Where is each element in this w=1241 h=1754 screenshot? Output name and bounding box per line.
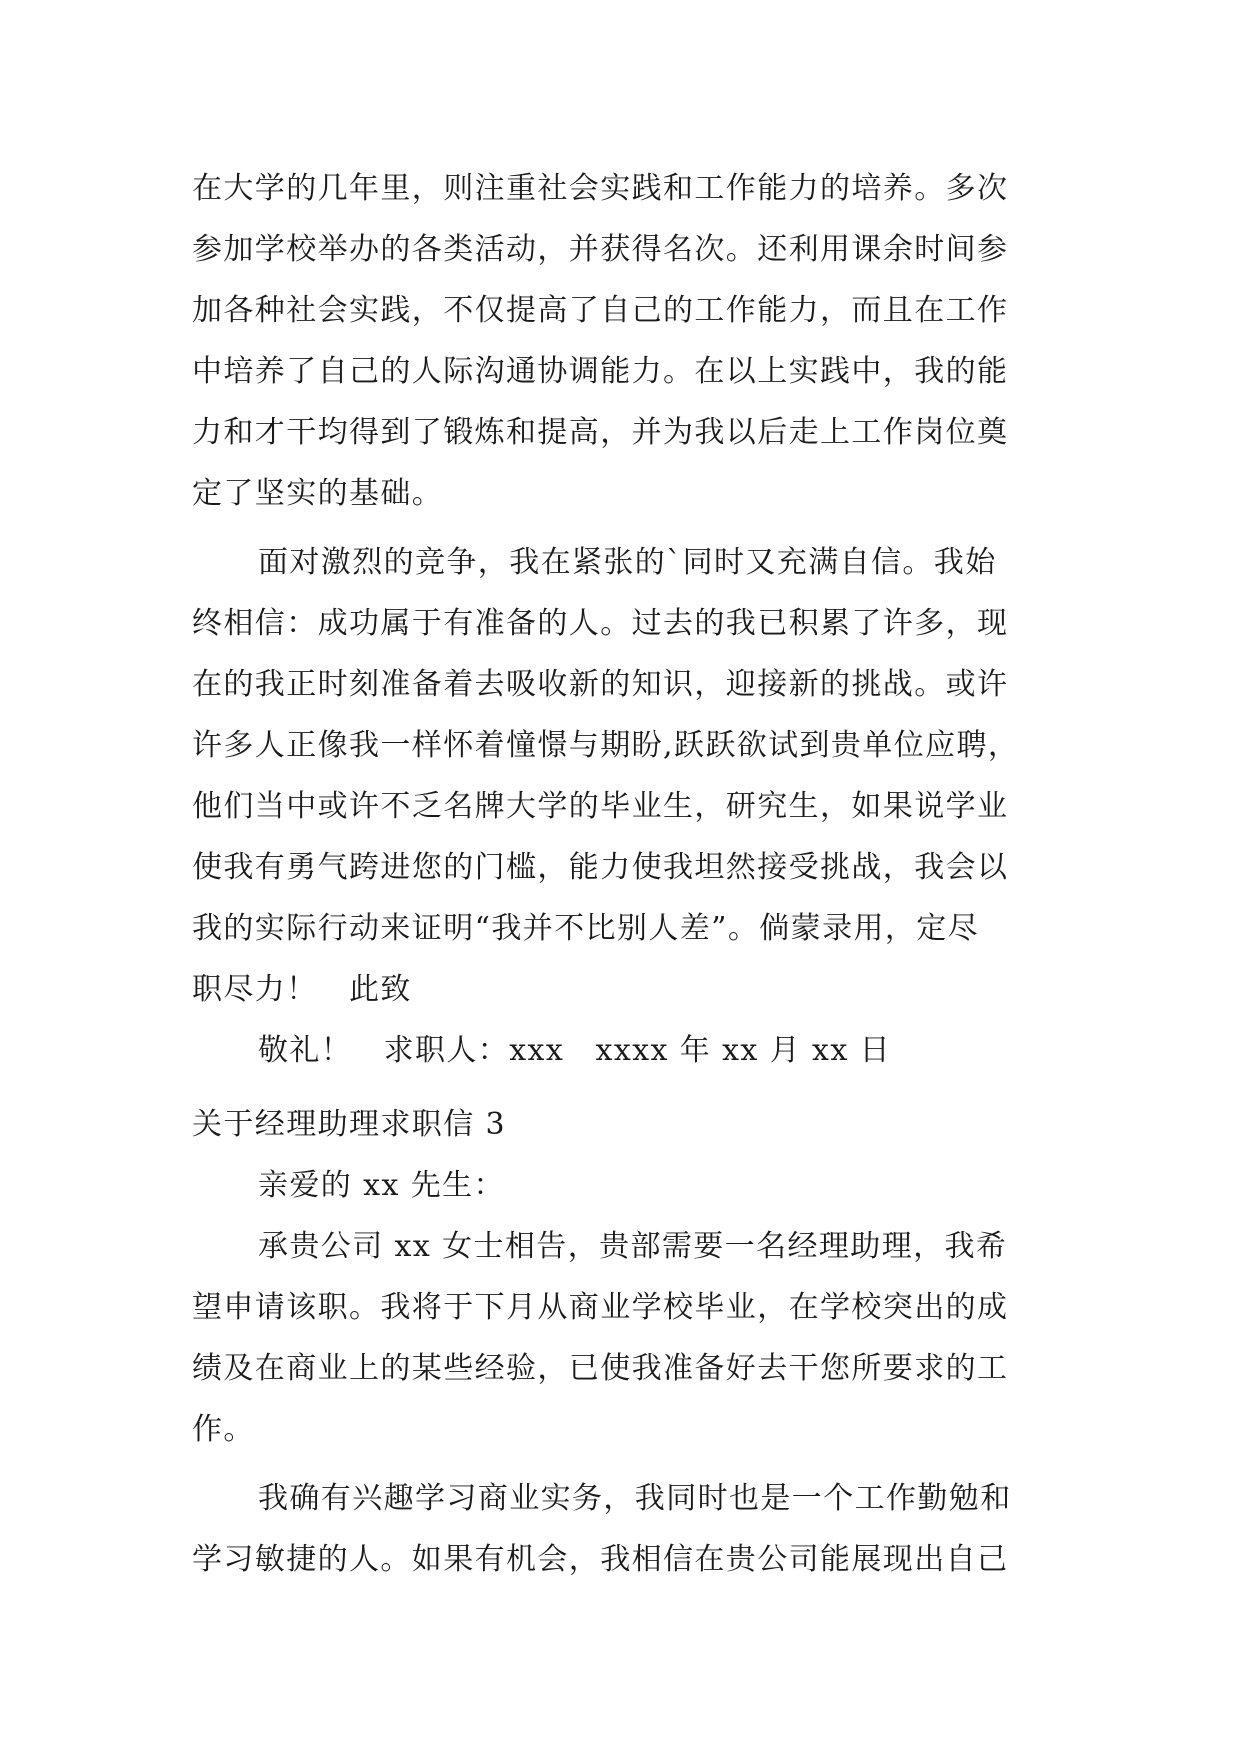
text-line: 作。 [192, 1412, 255, 1447]
text-line: 使我有勇气跨进您的门槛，能力使我坦然接受挑战，我会以 [192, 850, 1009, 885]
paragraph-application [192, 1216, 1054, 1460]
section-title: 关于经理助理求职信 3 [192, 1107, 507, 1142]
text-line: 在大学的几年里，则注重社会实践和工作能力的培养。多次 [192, 171, 1009, 206]
text-line: 学习敏捷的人。如果有机会，我相信在贵公司能展现出自己 [192, 1542, 1009, 1577]
text-line: 我确有兴趣学习商业实务，我同时也是一个工作勤勉和 [258, 1481, 1012, 1516]
text-line: 力和才干均得到了锻炼和提高，并为我以后走上工作岗位奠 [192, 415, 1009, 450]
text-line: 许多人正像我一样怀着憧憬与期盼,跃跃欲试到贵单位应聘， [192, 728, 1020, 763]
letter-body-part-2 [192, 1155, 1054, 1590]
text-line: 面对激烈的竞争，我在紧张的`同时又充满自信。我始 [258, 545, 997, 580]
paragraph-competition [192, 532, 1054, 1020]
text-line: 我的实际行动来证明“我并不比别人差”。倘蒙录用，定尽 [192, 911, 980, 946]
text-line: 中培养了自己的人际沟通协调能力。在以上实践中，我的能 [192, 354, 1009, 389]
salutation: 亲爱的 xx 先生： [258, 1168, 505, 1203]
text-line: 绩及在商业上的某些经验，已使我准备好去干您所要求的工 [192, 1351, 1009, 1386]
text-line: 在的我正时刻准备着去吸收新的知识，迎接新的挑战。或许 [192, 667, 1009, 702]
text-line: 定了坚实的基础。 [192, 476, 444, 511]
text-line: 终相信：成功属于有准备的人。过去的我已积累了许多，现 [192, 606, 1009, 641]
text-line: 承贵公司 xx 女士相告，贵部需要一名经理助理，我希 [258, 1229, 1008, 1264]
text-line: 望申请该职。我将于下月从商业学校毕业，在学校突出的成 [192, 1290, 1009, 1325]
paragraph-practice [192, 158, 1054, 524]
letter-body-part-1 [192, 158, 1054, 1081]
paragraph-interest [192, 1468, 1054, 1590]
text-line: 他们当中或许不乏名牌大学的毕业生，研究生，如果说学业 [192, 789, 1009, 824]
text-line: 职尽力！ 此致 [192, 972, 412, 1007]
closing-line: 敬礼！ 求职人：xxx xxxx 年 xx 月 xx 日 [258, 1033, 891, 1068]
text-line: 加各种社会实践，不仅提高了自己的工作能力，而且在工作 [192, 293, 1009, 328]
text-line: 参加学校举办的各类活动，并获得名次。还利用课余时间参 [192, 232, 1009, 267]
